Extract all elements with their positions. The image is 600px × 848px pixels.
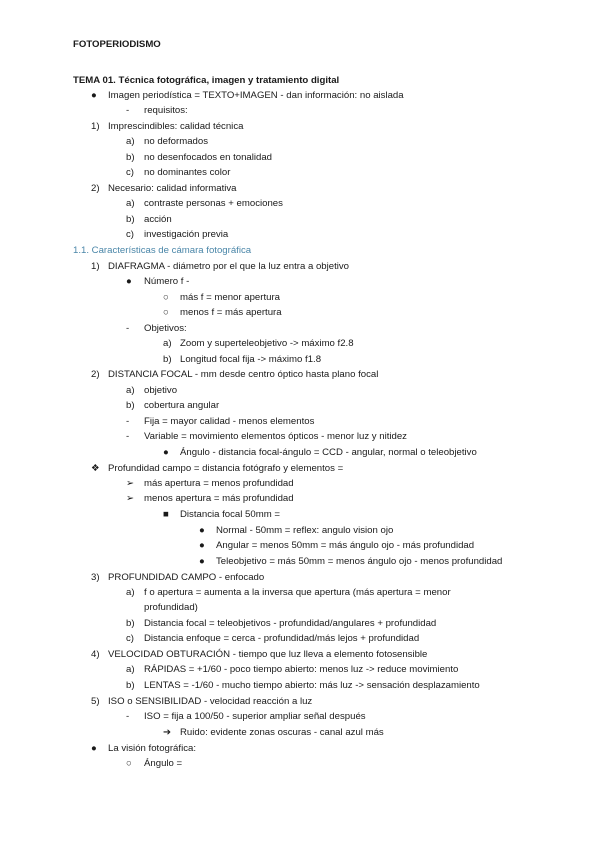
- list-marker: a): [126, 385, 135, 396]
- list-marker: ●: [91, 90, 97, 101]
- topic-heading-prefix: TEMA 01.: [73, 75, 116, 86]
- list-item-text: La visión fotográfica:: [108, 743, 196, 754]
- list-item-text: Imprescindibles: calidad técnica: [108, 121, 244, 132]
- list-item-text: Angular = menos 50mm = más ángulo ojo - más profundidad: [216, 540, 475, 551]
- list-marker: b): [126, 214, 135, 225]
- list-marker: ●: [199, 540, 205, 551]
- list-item-text: LENTAS = -1/60 - mucho tiempo abierto: más luz -> sensación desplazamiento: [144, 680, 480, 691]
- list-marker: ●: [199, 556, 205, 567]
- section-heading: 1.1. Características de cámara fotográfica: [73, 245, 252, 256]
- list-item-text: ISO = fija a 100/50 - superior ampliar señal después: [144, 711, 366, 722]
- list-item-text: Ángulo - distancia focal-ángulo = CCD - angular, normal o teleobjetivo: [180, 447, 477, 458]
- list-item-text: menos f = más apertura: [180, 307, 282, 318]
- list-marker: -: [126, 105, 130, 116]
- list-item-text: Teleobjetivo = más 50mm = menos ángulo ojo - menos profundidad: [216, 556, 503, 567]
- list-marker: ●: [91, 743, 97, 754]
- list-item-text: Distancia focal = teleobjetivos - profundidad/angulares + profundidad: [144, 618, 437, 629]
- list-item-text: Ángulo =: [144, 758, 183, 769]
- list-item-text: Distancia enfoque = cerca - profundidad/más lejos + profundidad: [144, 633, 420, 644]
- list-item-text: Variable = movimiento elementos ópticos - menor luz y nitidez: [144, 431, 407, 442]
- list-item-text: contraste personas + emociones: [144, 198, 283, 209]
- list-marker: ➔: [163, 727, 172, 738]
- list-item-text: no dominantes color: [144, 167, 231, 178]
- list-marker: a): [126, 664, 135, 675]
- list-item-text: cobertura angular: [144, 400, 220, 411]
- list-item-text: ISO o SENSIBILIDAD - velocidad reacción a luz: [108, 696, 313, 707]
- list-item-text: menos apertura = más profundidad: [144, 493, 294, 504]
- list-marker: c): [126, 167, 134, 178]
- list-item-text: profundidad): [144, 602, 198, 613]
- list-marker: -: [126, 431, 130, 442]
- list-marker: ➢: [126, 478, 135, 489]
- topic-heading-text: Técnica fotográfica, imagen y tratamiento digital: [115, 75, 340, 86]
- list-marker: c): [126, 633, 134, 644]
- list-marker: -: [126, 323, 130, 334]
- list-item-text: f o apertura = aumenta a la inversa que apertura (más apertura = menor: [144, 587, 451, 598]
- list-item-text: más f = menor apertura: [180, 292, 280, 303]
- list-item-text: no deformados: [144, 136, 208, 147]
- list-item-text: requisitos:: [144, 105, 188, 116]
- list-item-text: RÁPIDAS = +1/60 - poco tiempo abierto: menos luz -> reduce movimiento: [144, 664, 459, 675]
- list-item-text: más apertura = menos profundidad: [144, 478, 294, 489]
- list-item-text: Normal - 50mm = reflex: angulo vision ojo: [216, 525, 394, 536]
- list-marker: a): [126, 198, 135, 209]
- list-item-text: investigación previa: [144, 229, 229, 240]
- list-marker: ➢: [126, 493, 135, 504]
- list-marker: a): [126, 136, 135, 147]
- document-title: FOTOPERIODISMO: [73, 39, 161, 50]
- list-marker: a): [163, 338, 172, 349]
- list-marker: ●: [126, 276, 132, 287]
- list-item-text: VELOCIDAD OBTURACIÓN - tiempo que luz lleva a elemento fotosensible: [108, 649, 428, 660]
- list-item-text: DIAFRAGMA - diámetro por el que la luz entra a objetivo: [108, 261, 350, 272]
- list-item-text: DISTANCIA FOCAL - mm desde centro óptico hasta plano focal: [108, 369, 379, 380]
- list-marker: b): [126, 618, 135, 629]
- list-marker: b): [126, 680, 135, 691]
- list-marker: ○: [163, 307, 169, 318]
- list-marker: -: [126, 416, 130, 427]
- list-marker: c): [126, 229, 134, 240]
- list-item-text: acción: [144, 214, 172, 225]
- list-item-text: Zoom y superteleobjetivo -> máximo f2.8: [180, 338, 354, 349]
- list-marker: 1): [91, 261, 100, 272]
- list-marker: 2): [91, 369, 100, 380]
- list-item-text: Profundidad campo = distancia fotógrafo y elementos =: [108, 463, 344, 474]
- list-marker: -: [126, 711, 130, 722]
- list-marker: ■: [163, 509, 169, 520]
- list-marker: 4): [91, 649, 100, 660]
- list-item-text: Ruido: evidente zonas oscuras - canal azul más: [180, 727, 384, 738]
- list-marker: ●: [163, 447, 169, 458]
- list-marker: b): [163, 354, 172, 365]
- list-marker: ○: [126, 758, 132, 769]
- topic-heading: [73, 74, 339, 87]
- list-marker: ❖: [91, 463, 100, 474]
- list-item-text: Número f -: [144, 276, 190, 287]
- list-item-text: Longitud focal fija -> máximo f1.8: [180, 354, 322, 365]
- list-item-text: Fija = mayor calidad - menos elementos: [144, 416, 315, 427]
- list-item-text: Objetivos:: [144, 323, 187, 334]
- list-marker: 2): [91, 183, 100, 194]
- list-marker: ●: [199, 525, 205, 536]
- list-item-text: Imagen periodística = TEXTO+IMAGEN - dan información: no aislada: [108, 90, 404, 101]
- list-marker: 5): [91, 696, 100, 707]
- list-item-text: Necesario: calidad informativa: [108, 183, 237, 194]
- list-item-text: no desenfocados en tonalidad: [144, 152, 273, 163]
- list-marker: b): [126, 400, 135, 411]
- list-marker: b): [126, 152, 135, 163]
- list-marker: ○: [163, 292, 169, 303]
- list-marker: 3): [91, 572, 100, 583]
- list-item-text: PROFUNDIDAD CAMPO - enfocado: [108, 572, 265, 583]
- list-marker: a): [126, 587, 135, 598]
- list-item-text: Distancia focal 50mm =: [180, 509, 280, 520]
- list-item-text: objetivo: [144, 385, 178, 396]
- list-marker: 1): [91, 121, 100, 132]
